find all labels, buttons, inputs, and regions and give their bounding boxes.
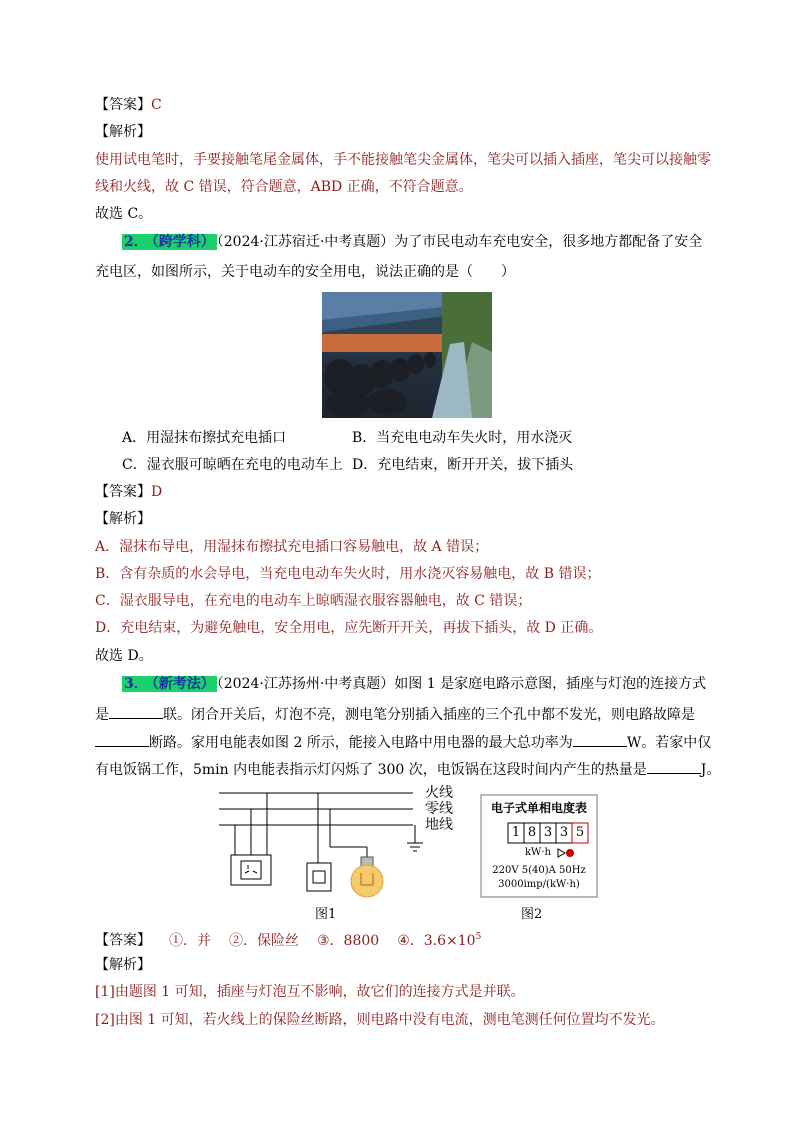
answer-blank: [109, 704, 163, 719]
analysis-text: C．湿衣服导电，在充电的电动车上晾晒湿衣服容器触电，故 C 错误；: [95, 593, 532, 609]
answer-blank: [647, 759, 701, 774]
answer-item: ③．8800: [317, 932, 380, 949]
analysis-text: A．湿抹布导电，用湿抹布擦拭充电插口容易触电，故 A 错误；: [95, 539, 489, 555]
answer-blank: [573, 732, 627, 747]
question-3-line3: [95, 732, 711, 753]
option-c: C．湿衣服可晾晒在充电的电动车上: [122, 457, 343, 473]
meter-spec-2: 3000imp/(kW·h): [498, 879, 580, 890]
meter-digit: 1: [511, 825, 521, 840]
live-wire-label: 火线: [425, 785, 453, 801]
ground-wire-label: 地线: [425, 817, 453, 833]
question-text: （2024·江苏扬州·中考真题）如图 1 是家庭电路示意图，插座与灯泡的连接方式: [216, 676, 707, 692]
meter-title: 电子式单相电度表: [490, 801, 587, 815]
analysis-text: [2]由图 1 可知，若火线上的保险丝断路，则电路中没有电流，测电笔测任何位置均不发光。: [95, 1012, 665, 1028]
answer-exponent: 5: [475, 932, 482, 942]
option-a: A．用湿抹布擦拭充电插口: [122, 430, 287, 446]
analysis-label: 【解析】: [95, 957, 151, 973]
conclusion: 故选 C。: [95, 206, 153, 222]
question-3-line1: [122, 674, 706, 694]
meter-digit: 3: [543, 825, 553, 840]
figure-1-caption: 图1: [315, 907, 337, 922]
question-3-line4: [95, 759, 720, 780]
analysis-text: 使用试电笔时，手要接触笔尾金属体，手不能接触笔尖金属体，笔尖可以插入插座，笔尖可以接触零: [95, 152, 711, 168]
question-2-line2: 充电区，如图所示，关于电动车的安全用电，说法正确的是（ ）: [95, 264, 515, 280]
answer-item: ②．保险丝: [229, 932, 299, 949]
neutral-wire-label: 零线: [425, 801, 453, 817]
answer-value: C: [151, 97, 162, 113]
meter-unit: kW·h: [525, 847, 551, 858]
figure-2-caption: 图2: [521, 907, 543, 922]
answer-item: ①．并: [169, 932, 211, 949]
answer-1: [95, 95, 162, 115]
question-tag: （新考法）: [151, 676, 215, 692]
question-number: 3．: [124, 676, 148, 692]
answer-blank: [95, 732, 149, 747]
question-text: 联。闭合开关后，灯泡不亮，测电笔分别插入插座的三个孔中都不发光，则电路故障是: [163, 707, 695, 723]
question-text: 断路。家用电能表如图 2 所示，能接入电路中用电器的最大总功率为: [149, 735, 573, 751]
question-text: J。: [700, 762, 721, 778]
charging-area-photo: [322, 292, 492, 418]
question-text: （2024·江苏宿迁·中考真题）为了市民电动车充电安全，很多地方都配备了安全: [216, 234, 703, 250]
conclusion: 故选 D。: [95, 648, 153, 664]
question-2-line1: [122, 232, 702, 252]
answer-3: [95, 927, 481, 951]
option-d: D．充电结束，断开开关，拔下插头: [352, 457, 574, 473]
question-text: 有电饭锅工作，5min 内电能表指示灯闪烁了 300 次，电饭锅在这段时间内产生的热量是: [95, 762, 647, 778]
circuit-figures: [215, 785, 605, 920]
answer-2: [95, 482, 162, 502]
analysis-text: [1]由题图 1 可知，插座与灯泡互不影响，故它们的连接方式是并联。: [95, 984, 525, 1000]
answer-label: 【答案】: [95, 97, 151, 113]
meter-digit: 8: [527, 825, 537, 840]
question-tag: （跨学科）: [151, 234, 215, 250]
analysis-label: 【解析】: [95, 511, 151, 527]
meter-digits: [508, 825, 588, 840]
answer-label: 【答案】: [95, 932, 151, 949]
question-text: 是: [95, 707, 109, 723]
analysis-text: D．充电结束，为避免触电，安全用电，应先断开开关，再拔下插头，故 D 正确。: [95, 620, 603, 636]
meter-digit: 3: [559, 825, 569, 840]
answer-label: 【答案】: [95, 484, 151, 500]
question-text: W。若家中仅: [626, 735, 712, 751]
analysis-text: B．含有杂质的水会导电，当充电电动车失火时，用水浇灭容易触电，故 B 错误；: [95, 566, 601, 582]
question-3-line2: [95, 704, 695, 725]
analysis-text: 线和火线，故 C 错误，符合题意，ABD 正确，不符合题意。: [95, 179, 473, 195]
answer-item: ④．3.6×10: [397, 932, 476, 949]
meter-digit: 5: [575, 825, 585, 840]
question-number: 2．: [124, 234, 148, 250]
option-b: B．当充电电动车失火时，用水浇灭: [352, 430, 573, 446]
answer-value: D: [151, 484, 163, 500]
analysis-label: 【解析】: [95, 124, 151, 140]
meter-spec-1: 220V 5(40)A 50Hz: [492, 865, 586, 876]
